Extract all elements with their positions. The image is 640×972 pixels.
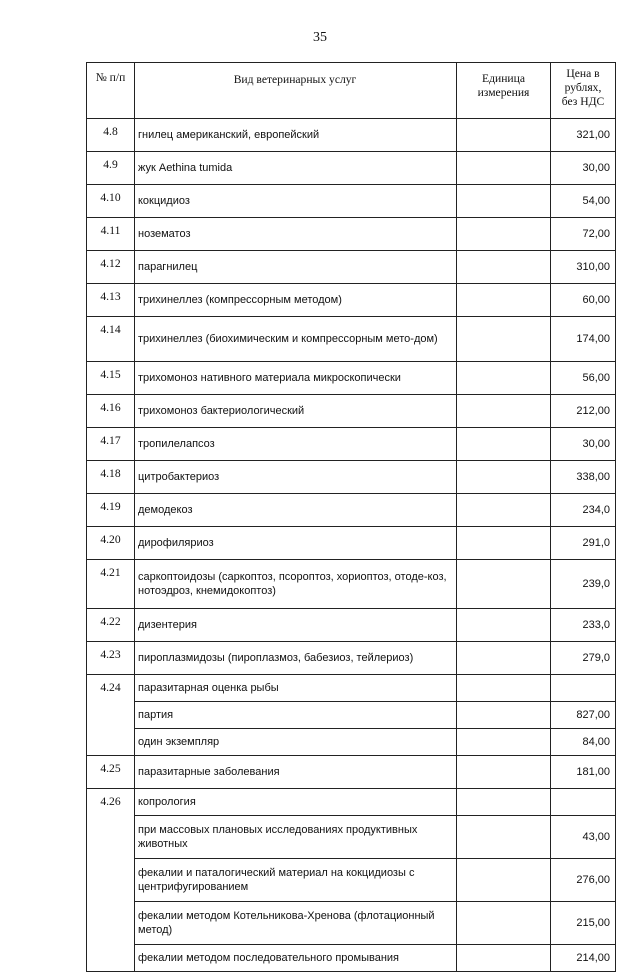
table-row — [87, 284, 616, 317]
row-num: 4.25 — [87, 756, 135, 789]
table-row — [87, 675, 616, 702]
row-name: трихинеллез (биохимическим и компрессорным мето-дом) — [135, 317, 457, 362]
header-num: № п/п — [87, 63, 135, 119]
row-num: 4.24 — [87, 675, 135, 756]
row-name: тропилелапсоз — [135, 428, 457, 461]
row-price: 174,00 — [551, 317, 616, 362]
row-price: 181,00 — [551, 756, 616, 789]
table-row — [87, 945, 616, 972]
row-price: 84,00 — [551, 729, 616, 756]
table-row — [87, 152, 616, 185]
header-price — [551, 63, 616, 119]
header-unit-line2: измерения — [477, 86, 530, 99]
row-price: 234,0 — [551, 494, 616, 527]
row-name: фекалии методом Котельникова-Хренова (флотационный метод) — [135, 902, 457, 945]
row-price: 212,00 — [551, 395, 616, 428]
row-unit — [457, 362, 551, 395]
row-unit — [457, 816, 551, 859]
row-name: трихомоноз нативного материала микроскопически — [135, 362, 457, 395]
row-price: 291,0 — [551, 527, 616, 560]
row-price: 215,00 — [551, 902, 616, 945]
row-num: 4.19 — [87, 494, 135, 527]
table-row — [87, 527, 616, 560]
table-row — [87, 642, 616, 675]
row-unit — [457, 218, 551, 251]
table-row — [87, 317, 616, 362]
row-price: 56,00 — [551, 362, 616, 395]
row-unit — [457, 317, 551, 362]
header-unit — [457, 63, 551, 119]
row-num: 4.26 — [87, 789, 135, 972]
row-num: 4.8 — [87, 119, 135, 152]
row-num: 4.21 — [87, 560, 135, 609]
row-name: пироплазмидозы (пироплазмоз, бабезиоз, тейлериоз) — [135, 642, 457, 675]
row-price — [551, 675, 616, 702]
table-row — [87, 902, 616, 945]
row-price: 338,00 — [551, 461, 616, 494]
row-num: 4.16 — [87, 395, 135, 428]
table-row — [87, 756, 616, 789]
table-row — [87, 428, 616, 461]
row-price: 30,00 — [551, 428, 616, 461]
row-name: при массовых плановых исследованиях продуктивных животных — [135, 816, 457, 859]
row-name: один экземпляр — [135, 729, 457, 756]
table-row — [87, 609, 616, 642]
row-unit — [457, 284, 551, 317]
row-price: 239,0 — [551, 560, 616, 609]
row-price: 30,00 — [551, 152, 616, 185]
row-unit — [457, 494, 551, 527]
header-price-line1: Цена в — [566, 67, 600, 80]
row-price — [551, 789, 616, 816]
row-name: трихомоноз бактериологический — [135, 395, 457, 428]
header-price-line3: без НДС — [561, 95, 605, 108]
row-unit — [457, 945, 551, 972]
row-name: саркоптоидозы (саркоптоз, псороптоз, хориоптоз, отоде-коз, нотоэдроз, кнемидокоптоз) — [135, 560, 457, 609]
row-num: 4.13 — [87, 284, 135, 317]
table-row — [87, 859, 616, 902]
row-name: нозематоз — [135, 218, 457, 251]
row-unit — [457, 461, 551, 494]
row-price: 276,00 — [551, 859, 616, 902]
table-row — [87, 185, 616, 218]
row-price: 214,00 — [551, 945, 616, 972]
row-unit — [457, 902, 551, 945]
table-header-row — [87, 63, 616, 119]
row-price: 279,0 — [551, 642, 616, 675]
row-name: цитробактериоз — [135, 461, 457, 494]
row-price: 827,00 — [551, 702, 616, 729]
table-row — [87, 702, 616, 729]
row-unit — [457, 675, 551, 702]
table-row — [87, 362, 616, 395]
row-num: 4.15 — [87, 362, 135, 395]
table-row — [87, 560, 616, 609]
row-name: демодекоз — [135, 494, 457, 527]
table-row — [87, 816, 616, 859]
row-name: дирофиляриоз — [135, 527, 457, 560]
row-name: дизентерия — [135, 609, 457, 642]
header-unit-line1: Единица — [482, 72, 525, 85]
row-num: 4.14 — [87, 317, 135, 362]
row-num: 4.23 — [87, 642, 135, 675]
row-name: трихинеллез (компрессорным методом) — [135, 284, 457, 317]
header-name: Вид ветеринарных услуг — [135, 63, 457, 119]
row-num: 4.9 — [87, 152, 135, 185]
table-row — [87, 789, 616, 816]
row-unit — [457, 251, 551, 284]
row-num: 4.20 — [87, 527, 135, 560]
row-name: фекалии методом последовательного промывания — [135, 945, 457, 972]
row-name: жук Aethina tumida — [135, 152, 457, 185]
table-row — [87, 494, 616, 527]
row-num: 4.18 — [87, 461, 135, 494]
row-unit — [457, 185, 551, 218]
row-price: 54,00 — [551, 185, 616, 218]
row-name: копрология — [135, 789, 457, 816]
row-price: 60,00 — [551, 284, 616, 317]
row-unit — [457, 428, 551, 461]
row-price: 310,00 — [551, 251, 616, 284]
row-unit — [457, 560, 551, 609]
table-row — [87, 461, 616, 494]
row-num: 4.17 — [87, 428, 135, 461]
table-row — [87, 218, 616, 251]
row-name: гнилец американский, европейский — [135, 119, 457, 152]
row-name: партия — [135, 702, 457, 729]
row-price: 233,0 — [551, 609, 616, 642]
row-num: 4.22 — [87, 609, 135, 642]
row-unit — [457, 729, 551, 756]
row-unit — [457, 609, 551, 642]
row-unit — [457, 527, 551, 560]
row-unit — [457, 789, 551, 816]
table-row — [87, 251, 616, 284]
table-row — [87, 119, 616, 152]
table-row — [87, 729, 616, 756]
row-unit — [457, 756, 551, 789]
row-unit — [457, 702, 551, 729]
row-name: парагнилец — [135, 251, 457, 284]
row-num: 4.10 — [87, 185, 135, 218]
price-table — [86, 62, 616, 972]
row-price: 43,00 — [551, 816, 616, 859]
table-row — [87, 395, 616, 428]
page-number: 35 — [313, 30, 327, 45]
row-unit — [457, 395, 551, 428]
row-name: фекалии и паталогический материал на кокцидиозы с центрифугированием — [135, 859, 457, 902]
row-unit — [457, 152, 551, 185]
row-name: паразитарные заболевания — [135, 756, 457, 789]
row-unit — [457, 859, 551, 902]
row-unit — [457, 119, 551, 152]
row-unit — [457, 642, 551, 675]
row-price: 321,00 — [551, 119, 616, 152]
row-num: 4.12 — [87, 251, 135, 284]
row-num: 4.11 — [87, 218, 135, 251]
row-price: 72,00 — [551, 218, 616, 251]
row-name: кокцидиоз — [135, 185, 457, 218]
row-name: паразитарная оценка рыбы — [135, 675, 457, 702]
header-price-line2: рублях, — [564, 81, 602, 94]
